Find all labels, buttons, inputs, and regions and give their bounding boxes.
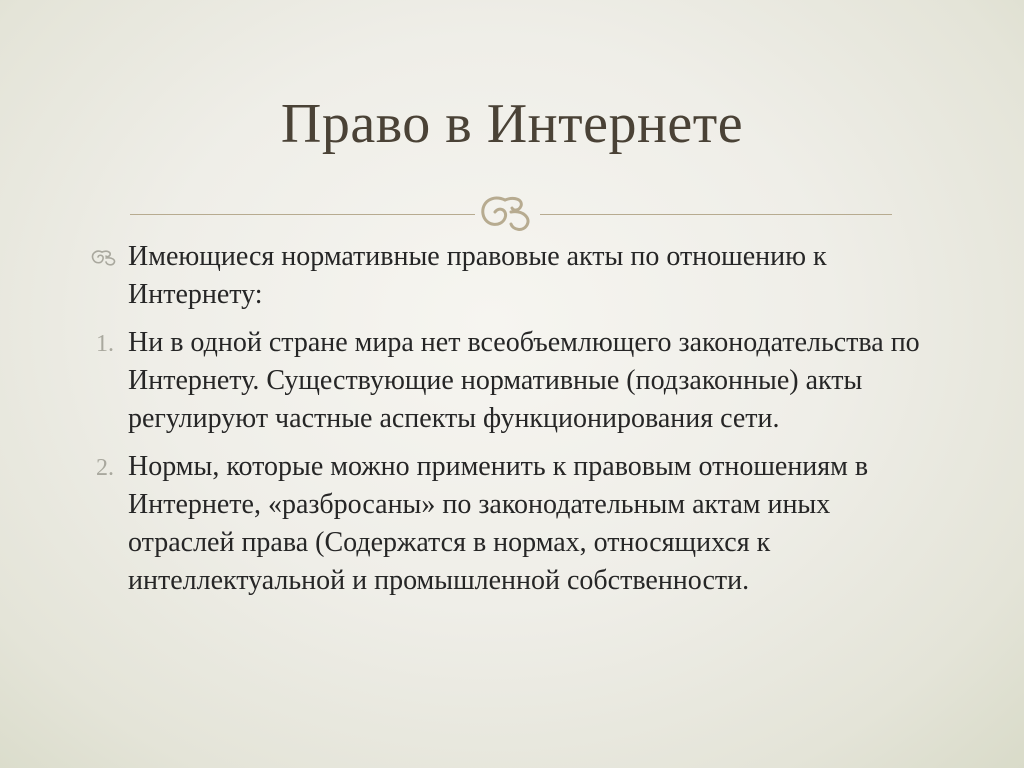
list-item bbox=[90, 324, 930, 438]
divider-line-left bbox=[130, 214, 475, 215]
list-item-text: Нормы, которые можно применить к правовым отношениям в Интернете, «разбросаны» по законодательным актам иных отраслей права (Содержатся в нормах, относящихся к интеллектуальной и промышленной собственности. bbox=[128, 451, 869, 596]
list-item bbox=[90, 448, 930, 600]
slide-title: Право в Интернете bbox=[280, 93, 744, 155]
swirl-ornament-icon bbox=[475, 190, 540, 234]
list-item-text: Имеющиеся нормативные правовые акты по отношению к Интернету: bbox=[128, 241, 827, 310]
slide-content bbox=[90, 238, 930, 610]
divider-line-right bbox=[540, 214, 892, 215]
list-item-text: Ни в одной стране мира нет всеобъемлющего законодательства по Интернету. Существующие нормативные (подзаконные) акты регулируют частные аспекты функционирования сети. bbox=[128, 327, 920, 434]
title-divider bbox=[130, 190, 892, 234]
list-item bbox=[90, 238, 930, 314]
list-item-number: 2. bbox=[96, 455, 114, 481]
swirl-bullet-icon bbox=[90, 238, 124, 266]
list-item-number: 1. bbox=[96, 331, 114, 357]
